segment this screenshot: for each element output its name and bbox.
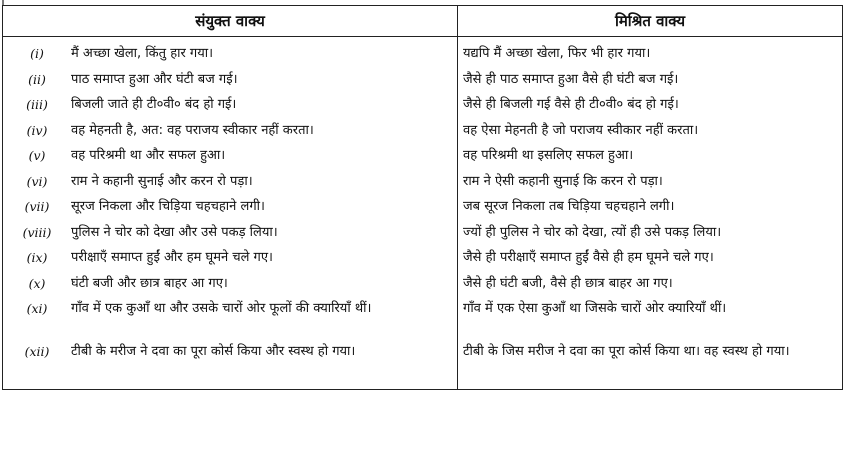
complex-sentence: राम ने ऐसी कहानी सुनाई कि करन रो पड़ा।: [463, 173, 663, 189]
row-number: (v): [28, 148, 46, 163]
row-number: (xii): [24, 344, 50, 359]
complex-column: [458, 37, 843, 390]
row-number: (vii): [24, 199, 50, 214]
complex-sentence: ज्यों ही पुलिस ने चोर को देखा, त्यों ही उसे पकड़ लिया।: [463, 224, 722, 240]
complex-sentence: यद्यपि मैं अच्छा खेला, फिर भी हार गया।: [463, 46, 651, 61]
row-number: (iv): [26, 122, 48, 138]
complex-sentence: वह परिश्रमी था इसलिए सफल हुआ।: [463, 148, 634, 163]
compound-sentence: वह परिश्रमी था और सफल हुआ।: [71, 148, 226, 163]
header-compound-sentence: संयुक्त वाक्य: [3, 6, 458, 37]
row-number: (i): [30, 46, 44, 61]
row-number: (ix): [26, 250, 48, 265]
compound-sentence: सूरज निकला और चिड़िया चहचहाने लगी।: [71, 199, 265, 214]
compound-row: [3, 44, 457, 70]
compound-row: [3, 248, 457, 274]
compound-row: [3, 146, 457, 172]
compound-row: [3, 299, 457, 342]
compound-sentence: पुलिस ने चोर को देखा और उसे पकड़ लिया।: [71, 224, 278, 240]
complex-sentence: जैसे ही बिजली गई वैसे ही टी०वी० बंद हो गई।: [463, 97, 679, 112]
compound-sentence: परीक्षाएँ समाप्त हुईं और हम घूमने चले गए।: [71, 250, 273, 265]
compound-column: [3, 37, 458, 390]
compound-row: [3, 121, 457, 147]
header-complex-sentence: मिश्रित वाक्य: [458, 6, 843, 37]
compound-sentence: गाँव में एक कुआँ था और उसके चारों ओर फूलों की क्यारियाँ थीं।: [71, 301, 372, 316]
complex-sentence: गाँव में एक ऐसा कुआँ था जिसके चारों ओर क्यारियाँ थीं।: [463, 301, 727, 316]
row-number: (x): [28, 275, 46, 291]
compound-sentence: मैं अच्छा खेला, किंतु हार गया।: [71, 46, 214, 61]
complex-sentence: टीबी के जिस मरीज ने दवा का पूरा कोर्स किया था। वह स्वस्थ हो गया।: [463, 344, 790, 359]
sentence-table: [2, 5, 843, 390]
compound-sentence: पाठ समाप्त हुआ और घंटी बज गई।: [71, 71, 238, 87]
compound-sentence: वह मेहनती है, अत: वह पराजय स्वीकार नहीं करता।: [71, 122, 314, 138]
complex-sentence: जैसे ही पाठ समाप्त हुआ वैसे ही घंटी बज गई।: [463, 71, 679, 87]
compound-sentence: टीबी के मरीज ने दवा का पूरा कोर्स किया और स्वस्थ हो गया।: [71, 344, 356, 359]
compound-row: [3, 342, 457, 385]
compound-row: [3, 70, 457, 96]
compound-sentence: राम ने कहानी सुनाई और करन रो पड़ा।: [71, 173, 253, 189]
compound-sentence: बिजली जाते ही टी०वी० बंद हो गई।: [71, 97, 237, 112]
row-number: (vi): [26, 173, 48, 189]
row-number: (ii): [28, 71, 46, 87]
row-number: (iii): [26, 97, 48, 112]
compound-row: [3, 197, 457, 223]
complex-sentence: जैसे ही परीक्षाएँ समाप्त हुईं वैसे ही हम घूमने चले गए।: [463, 250, 714, 265]
row-number: (xi): [26, 301, 48, 316]
compound-row: [3, 274, 457, 300]
compound-row: [3, 95, 457, 121]
complex-sentence: वह ऐसा मेहनती है जो पराजय स्वीकार नहीं करता।: [463, 122, 699, 138]
compound-row: [3, 223, 457, 249]
compound-sentence: घंटी बजी और छात्र बाहर आ गए।: [71, 275, 228, 291]
complex-sentence: जैसे ही घंटी बजी, वैसे ही छात्र बाहर आ गए।: [463, 275, 673, 291]
compound-row: [3, 172, 457, 198]
row-number: (viii): [22, 224, 52, 240]
complex-sentence: जब सूरज निकला तब चिड़िया चहचहाने लगी।: [463, 199, 675, 214]
